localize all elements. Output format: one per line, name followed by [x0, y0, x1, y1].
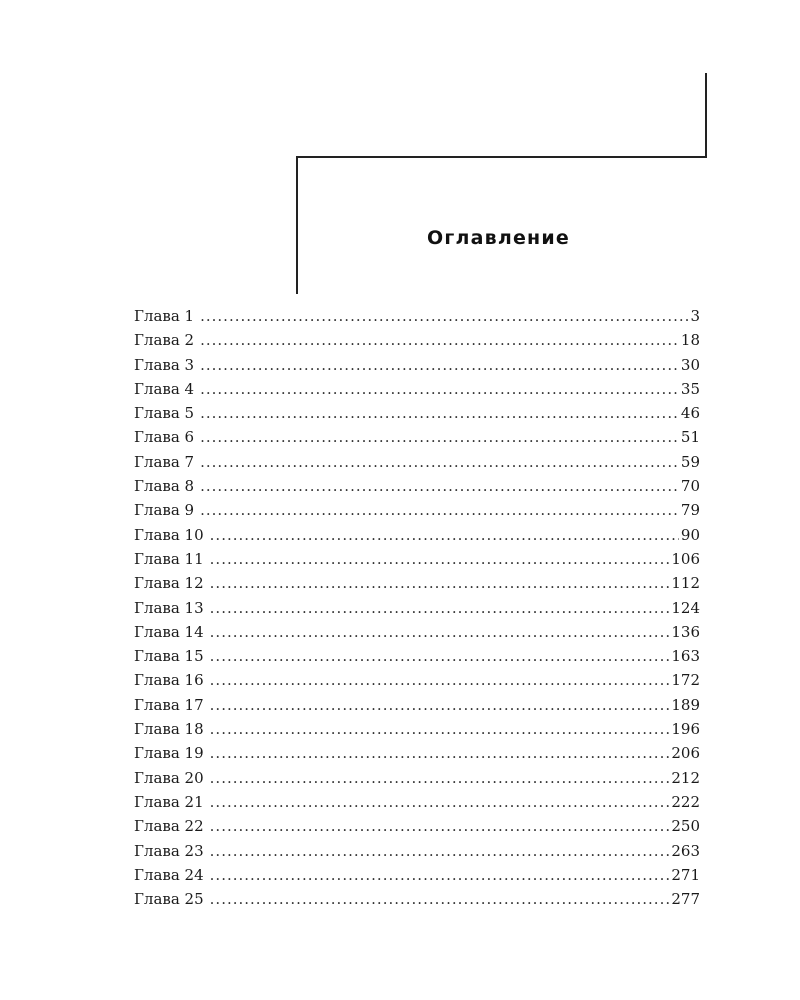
toc-entry-label: Глава 2: [134, 331, 195, 350]
toc-entry-label: Глава 16: [134, 671, 204, 690]
toc-dot-leader: [200, 401, 679, 425]
toc-entry-label: Глава 10: [134, 525, 204, 544]
toc-entry-page-number: 189: [671, 695, 700, 714]
toc-entry-page-number: 263: [671, 841, 700, 860]
frame-rule-left: [296, 156, 298, 294]
toc-dot-leader: [210, 693, 670, 717]
toc-entry[interactable]: [134, 377, 700, 401]
toc-entry-label: Глава 7: [134, 452, 195, 471]
toc-dot-leader: [210, 571, 670, 595]
toc-entry-label: Глава 12: [134, 574, 204, 593]
toc-entry-page-number: 124: [671, 598, 700, 617]
toc-dot-leader: [210, 547, 670, 571]
toc-dot-leader: [200, 353, 679, 377]
toc-dot-leader: [210, 596, 670, 620]
toc-dot-leader: [200, 450, 679, 474]
toc-entry-label: Глава 1: [134, 307, 195, 325]
toc-entry[interactable]: [134, 571, 700, 595]
toc-entry-page-number: 3: [690, 307, 700, 325]
toc-entry-label: Глава 3: [134, 355, 195, 374]
toc-entry-page-number: 106: [671, 549, 700, 568]
toc-entry[interactable]: [134, 693, 700, 717]
toc-entry-page-number: 172: [671, 671, 700, 690]
toc-entry[interactable]: [134, 596, 700, 620]
toc-dot-leader: [210, 644, 670, 668]
toc-entry[interactable]: [134, 644, 700, 668]
toc-dot-leader: [210, 741, 670, 765]
toc-entry-page-number: 59: [680, 452, 700, 471]
toc-entry-label: Глава 17: [134, 695, 204, 714]
toc-dot-leader: [210, 620, 670, 644]
frame-rule-right: [705, 73, 707, 158]
toc-entry-page-number: 212: [671, 768, 700, 787]
toc-entry-label: Глава 8: [134, 477, 195, 496]
toc-entry-label: Глава 22: [134, 817, 204, 836]
toc-entry-label: Глава 15: [134, 647, 204, 666]
toc-entry-label: Глава 20: [134, 768, 204, 787]
toc-entry[interactable]: [134, 790, 700, 814]
toc-entry-label: Глава 6: [134, 428, 195, 447]
toc-entry[interactable]: [134, 304, 700, 328]
toc-entry[interactable]: [134, 498, 700, 522]
toc-entry-page-number: 51: [680, 428, 700, 447]
toc-entry-page-number: 206: [671, 744, 700, 763]
toc-entry-page-number: 222: [671, 792, 700, 811]
table-of-contents: [134, 304, 700, 911]
toc-entry[interactable]: [134, 425, 700, 449]
toc-entry-page-number: 18: [680, 331, 700, 350]
toc-entry-page-number: 90: [680, 525, 700, 544]
toc-dot-leader: [200, 474, 679, 498]
toc-dot-leader: [200, 425, 679, 449]
toc-dot-leader: [200, 377, 679, 401]
toc-dot-leader: [200, 498, 679, 522]
toc-dot-leader: [210, 839, 670, 863]
toc-entry-page-number: 271: [671, 865, 700, 884]
toc-entry-page-number: 70: [680, 477, 700, 496]
toc-entry-label: Глава 5: [134, 404, 195, 423]
frame-rule-top: [296, 156, 707, 158]
toc-dot-leader: [210, 717, 670, 741]
page-title: Оглавление: [427, 226, 570, 249]
toc-entry-page-number: 35: [680, 379, 700, 398]
toc-entry[interactable]: [134, 450, 700, 474]
toc-entry-page-number: 163: [671, 647, 700, 666]
toc-entry[interactable]: [134, 474, 700, 498]
toc-entry[interactable]: [134, 814, 700, 838]
toc-entry[interactable]: [134, 863, 700, 887]
toc-entry[interactable]: [134, 741, 700, 765]
toc-entry-label: Глава 23: [134, 841, 204, 860]
toc-dot-leader: [210, 668, 670, 692]
toc-entry-page-number: 30: [680, 355, 700, 374]
toc-entry[interactable]: [134, 887, 700, 911]
toc-entry[interactable]: [134, 839, 700, 863]
toc-entry-label: Глава 9: [134, 501, 195, 520]
toc-entry[interactable]: [134, 717, 700, 741]
toc-entry-page-number: 277: [671, 890, 700, 909]
toc-entry[interactable]: [134, 401, 700, 425]
toc-dot-leader: [210, 523, 679, 547]
toc-entry-page-number: 79: [680, 501, 700, 520]
toc-entry[interactable]: [134, 523, 700, 547]
toc-entry-label: Глава 24: [134, 865, 204, 884]
toc-entry-label: Глава 18: [134, 720, 204, 739]
toc-dot-leader: [210, 814, 670, 838]
toc-entry-page-number: 196: [671, 720, 700, 739]
toc-entry-label: Глава 4: [134, 379, 195, 398]
toc-entry-label: Глава 21: [134, 792, 204, 811]
toc-entry-page-number: 250: [671, 817, 700, 836]
toc-dot-leader: [210, 863, 670, 887]
toc-entry[interactable]: [134, 353, 700, 377]
toc-dot-leader: [210, 887, 670, 911]
toc-dot-leader: [210, 766, 670, 790]
toc-dot-leader: [200, 304, 688, 328]
toc-entry-label: Глава 25: [134, 890, 204, 909]
toc-entry[interactable]: [134, 620, 700, 644]
toc-entry-page-number: 136: [671, 622, 700, 641]
toc-dot-leader: [200, 328, 679, 352]
toc-entry-label: Глава 11: [134, 549, 204, 568]
toc-dot-leader: [210, 790, 670, 814]
toc-entry[interactable]: [134, 668, 700, 692]
toc-entry[interactable]: [134, 547, 700, 571]
toc-entry[interactable]: [134, 328, 700, 352]
toc-entry[interactable]: [134, 766, 700, 790]
toc-entry-label: Глава 13: [134, 598, 204, 617]
toc-entry-page-number: 112: [671, 574, 700, 593]
toc-entry-page-number: 46: [680, 404, 700, 423]
toc-entry-label: Глава 19: [134, 744, 204, 763]
toc-entry-label: Глава 14: [134, 622, 204, 641]
